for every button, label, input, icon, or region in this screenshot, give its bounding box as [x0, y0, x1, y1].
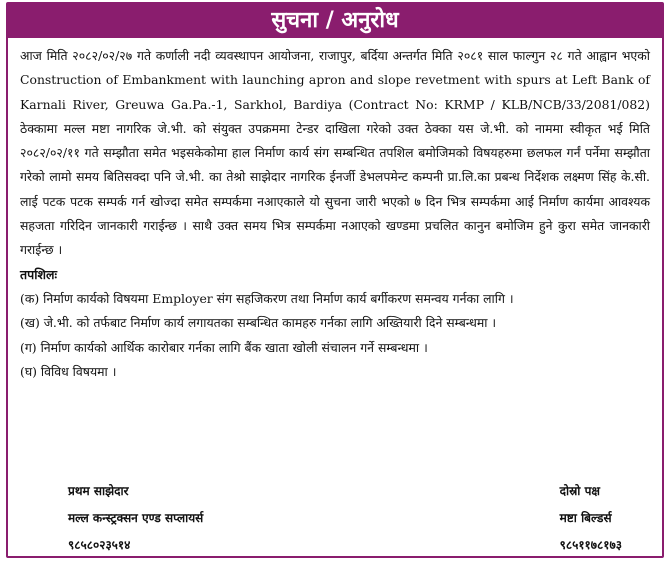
- details-heading: तपशिलः: [20, 266, 57, 282]
- second-party-phone: ९८५११७८१७३: [559, 538, 622, 552]
- first-partner-name: मल्ल कन्स्ट्रक्सन एण्ड सप्लायर्स: [68, 511, 204, 525]
- first-partner-phone: ९८५८०२३५१४: [68, 538, 131, 552]
- notice-title: सुचना / अनुरोध: [8, 4, 662, 38]
- second-party-role: दोस्रो पक्ष: [559, 484, 601, 498]
- first-partner-role: प्रथम साझेदार: [68, 484, 129, 498]
- second-party-name: मष्टा बिल्डर्स: [559, 511, 612, 525]
- notice-body: [20, 44, 650, 384]
- details-item-gha: (घ) विविध विषयमा ।: [20, 363, 117, 379]
- notice-frame: [6, 2, 664, 558]
- signature-first-partner: [68, 478, 203, 559]
- signature-second-party: [560, 478, 622, 559]
- notice-paragraph: आज मिति २०८२/०२/२७ गते कर्णाली नदी व्यवस्थापन आयोजना, राजापुर, बर्दिया अन्तर्गत मिति २०८१ साल फाल्गुन २८ गते आह्वान भएको Construction of Embankment with launching apron and slope revetment with spurs at Left Bank of Karnali River, Greuwa Ga.Pa.-1, Sarkhol, Bardiya (Contract No: KRMP / KLB/NCB/33/2081/082) ठेक्कामा मल्ल मष्टा नागरिक जे.भी. को संयुक्त उपक्रममा टेन्डर दाखिला गरेको उक्त ठेक्का यस जे.भी. को नाममा स्वीकृत भई मिति २०८२/०२/११ गते सम्झौता समेत भइसकेकोमा हाल निर्माण कार्य संग सम्बन्धित तपशिल बमोजिमको विषयहरुमा छलफल गर्नं पर्नेमा सम्झौता गरेको लामो समय बितिसक्दा पनि जे.भी. का तेश्रो साझेदार नागरिक ईनर्जी डेभलपमेन्ट कम्पनी प्रा.लि.का प्रबन्ध निर्देशक लक्ष्मण सिंह के.सी. लाई पटक पटक सम्पर्क गर्न खोज्दा समेत सम्पर्कमा नआएकाले यो सुचना जारी भएको ७ दिन भित्र सम्पर्कमा आई निर्माण कार्यमा आवश्यक सहजता गरिदिन जानकारी गराईन्छ । साथै उक्त समय भित्र सम्पर्कमा नआएको खण्डमा प्रचलित कानुन बमोजिम हुने कुरा समेत जानकारी गराईन्छ ।: [20, 48, 650, 258]
- details-item-ga: (ग) निर्माण कार्यको आर्थिक कारोबार गर्नका लागि बैंक खाता खोली संचालन गर्ने सम्बन्धमा ।: [20, 339, 428, 355]
- details-item-ka: (क) निर्माण कार्यको विषयमा Employer संग सहजिकरण तथा निर्माण कार्य बर्गीकरण समन्वय गर्नका लागि ।: [20, 290, 514, 306]
- details-item-kha: (ख) जे.भी. को तर्फबाट निर्माण कार्य लगायतका सम्बन्धित कामहरु गर्नका लागि अख्तियारी दिने सम्बन्धमा ।: [20, 315, 497, 331]
